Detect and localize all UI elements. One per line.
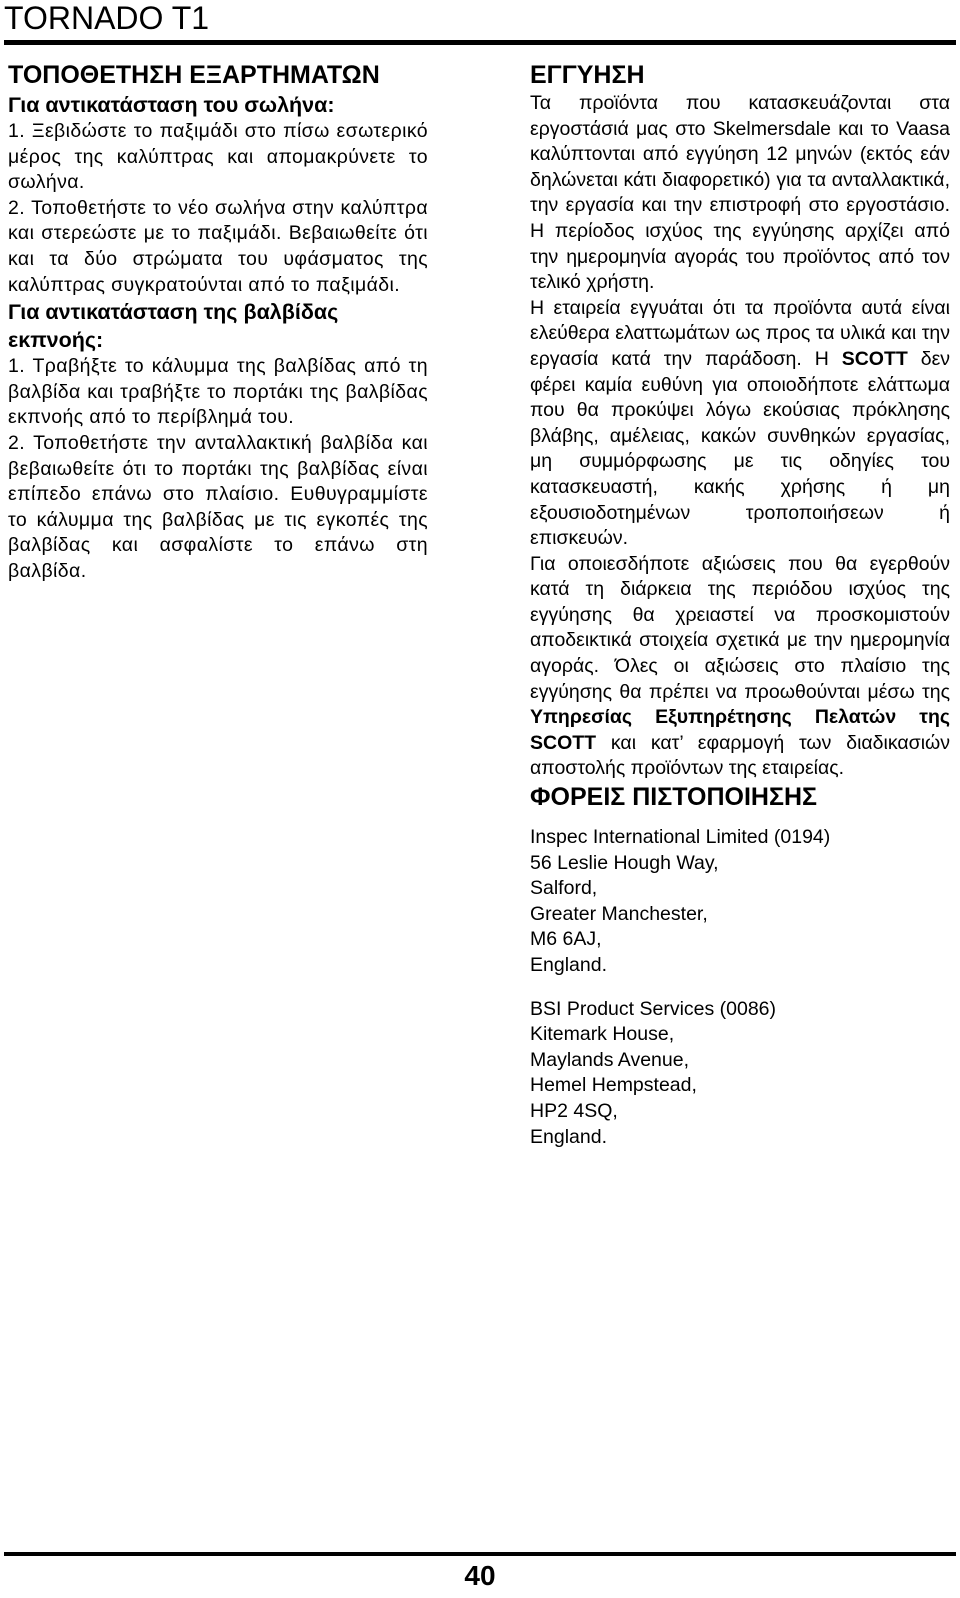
address-line: Hemel Hempstead, xyxy=(530,1074,697,1097)
address-line: Inspec International Limited (0194) xyxy=(530,826,831,849)
address-line: M6 6AJ, xyxy=(530,928,602,951)
address-line: 56 Leslie Hough Way, xyxy=(530,851,719,874)
page-number: 40 xyxy=(464,1560,496,1591)
warranty-p3-end: και κατ’ εφαρμογή των διαδικασιών αποστολής προϊόντων της εταιρείας. xyxy=(530,731,950,780)
warranty-p2-start: Η εταιρεία εγγυάται ότι τα προϊόντα αυτά είναι ελεύθερα ελαττωμάτων ως προς τα υλικά και την εργασία κατά την παράδοση. Η xyxy=(530,296,950,370)
warranty-paragraph-1: Τα προϊόντα που κατασκευάζονται στα εργοστάσιά μας στο Skelmersdale και το Vaasa καλύπτονται από εγγύηση 12 μηνών (εκτός εάν δηλώνεται κάτι διαφορετικό) για τα ανταλλακτικά, την εργασία και την επιστροφή στο εργοστάσιο. Η περίοδος ισχύος της εγγύησης αρχίζει από την ημερομηνία αγοράς του προϊόντος από τον τελικό χρήστη. xyxy=(530,92,950,294)
valve-replacement-heading: Για αντικατάσταση της βαλβίδας εκπνοής: xyxy=(8,300,339,353)
valve-step-1: 1. Τραβήξτε το κάλυμμα της βαλβίδας από τη βαλβίδα και τραβήξτε το πορτάκι της βαλβίδας εκπνοής από το περίβλημά του. xyxy=(8,355,428,429)
address-line: Maylands Avenue, xyxy=(530,1048,689,1071)
valve-step-2: 2. Τοποθετήστε την ανταλλακτική βαλβίδα και βεβαιωθείτε ότι το πορτάκι της βαλβίδας είναι επίπεδο επάνω στο πλαίσιο. Ευθυγραμμίστε το κάλυμμα της βαλβίδας με τις εγκοπές της βαλβίδας και ασφαλίστε το επάνω στη βαλβίδα. xyxy=(8,431,428,582)
left-column xyxy=(8,60,428,585)
warranty-paragraph-2 xyxy=(530,296,950,552)
warranty-p2-end: δεν φέρει καμία ευθύνη για οποιοδήποτε ελάττωμα που θα προκύψει λόγω εκούσιας πρόκλησης βλάβης, αμέλειας, κακών συνθηκών εργασίας, μη συμμόρφωσης με τις οδηγίες του κατασκευαστή, κακής χρήσης ή μη εξουσιοδοτημένων τροποποιήσεων ή επισκευών. xyxy=(530,347,951,550)
hose-replacement-heading: Για αντικατάσταση του σωλήνα: xyxy=(8,93,335,117)
scott-brand-bold: SCOTT xyxy=(841,347,908,370)
certification-bodies-heading: ΦΟΡΕΙΣ ΠΙΣΤΟΠΟΙΗΣΗΣ xyxy=(530,783,818,812)
hose-step-1: 1. Ξεβιδώστε το παξιμάδι στο πίσω εσωτερικό μέρος της καλύπτρας και απομακρύνετε το σωλήνα. xyxy=(8,120,428,194)
address-line: England. xyxy=(530,954,607,976)
address-line: Greater Manchester, xyxy=(530,902,708,925)
address-line: BSI Product Services (0086) xyxy=(530,997,777,1020)
parts-fitting-heading: ΤΟΠΟΘΕΤΗΣΗ ΕΞΑΡΤΗΜΑΤΩΝ xyxy=(8,61,380,89)
address-line: HP2 4SQ, xyxy=(530,1099,618,1122)
document-title: TORNADO T1 xyxy=(4,0,210,36)
hose-step-2: 2. Τοποθετήστε το νέο σωλήνα στην καλύπτρα και στερεώστε με το παξιμάδι. Βεβαιωθείτε ότι και τα δύο στρώματα του υφάσματος της καλύπτρας συγκρατούνται από το παξιμάδι. xyxy=(8,196,428,296)
certification-address-inspec xyxy=(530,825,950,979)
address-line: England. xyxy=(530,1125,607,1148)
warranty-paragraph-3 xyxy=(530,552,950,782)
footer-rule xyxy=(4,1552,956,1556)
warranty-p3-start: Για οποιεσδήποτε αξιώσεις που θα εγερθούν κατά τη διάρκεια της περιόδου ισχύος της εγγύησης θα χρειαστεί να προσκομιστούν αποδεικτικά στοιχεία σχετικά με την ημερομηνία αγοράς. Όλες οι αξιώσεις στο πλαίσιο της εγγύησης θα πρέπει να προωθούνται μέσω της xyxy=(530,552,950,703)
right-column xyxy=(530,60,950,1150)
header-rule xyxy=(4,40,956,45)
warranty-heading: ΕΓΓΥΗΣΗ xyxy=(530,61,645,89)
address-line: Kitemark House, xyxy=(530,1023,675,1046)
address-line: Salford, xyxy=(530,877,598,900)
certification-address-bsi xyxy=(530,997,950,1151)
customer-service-bold: Υπηρεσίας Εξυπηρέτησης Πελατών της SCOTT xyxy=(530,706,950,754)
